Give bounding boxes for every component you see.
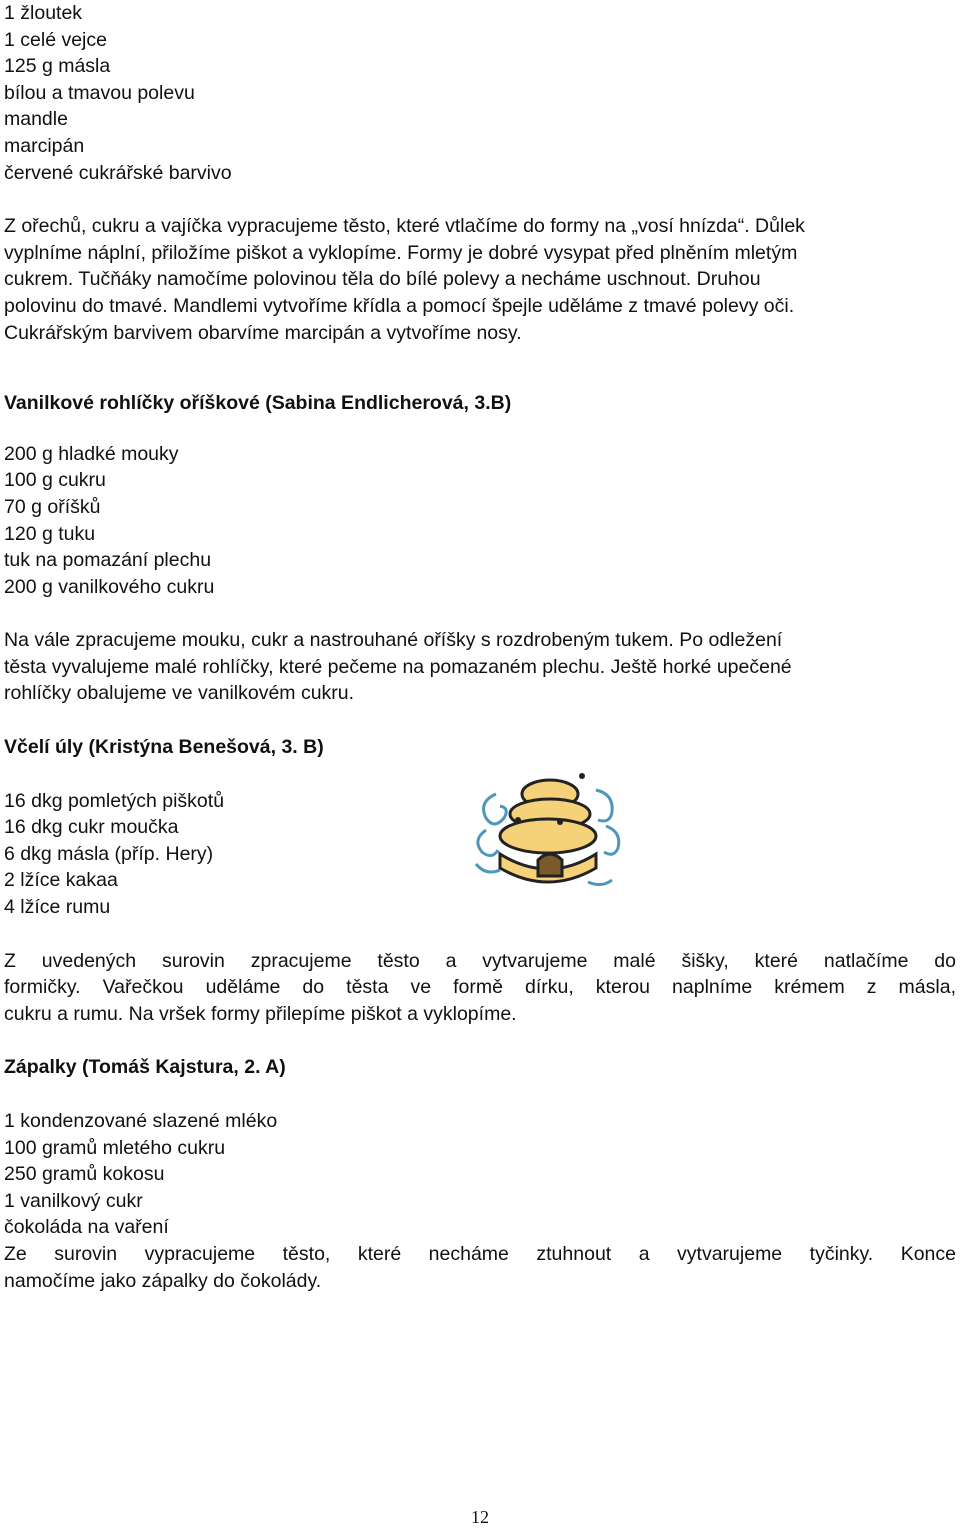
ingredient-line: 16 dkg pomletých piškotů [4, 789, 225, 812]
ingredient-line: 100 g cukru [4, 469, 106, 492]
recipe2-title: Vanilkové rohlíčky oříškové (Sabina Endlicherová, 3.B) [4, 392, 512, 415]
recipe3-instructions [4, 948, 956, 1028]
instruction-line: těsta vyvalujeme malé rohlíčky, které pečeme na pomazaném plechu. Ještě horké upečené [4, 655, 792, 678]
ingredient-line: 1 celé vejce [4, 28, 107, 51]
beehive-icon [470, 764, 626, 904]
ingredient-line: červené cukrářské barvivo [4, 161, 232, 184]
instruction-line: namočíme jako zápalky do čokolády. [4, 1269, 322, 1292]
instruction-line: formičky. Vařečkou uděláme do těsta ve formě dírku, kterou naplníme krémem z másla, [4, 976, 956, 999]
recipe3-ingredients [4, 788, 956, 921]
instruction-line: Cukrářským barvivem obarvíme marcipán a vytvoříme nosy. [4, 321, 522, 344]
page-number: 12 [471, 1507, 489, 1527]
recipe2-instructions [4, 627, 956, 707]
recipe3-title: Včelí úly (Kristýna Benešová, 3. B) [4, 736, 324, 759]
instruction-line: cukru a rumu. Na vršek formy přilepíme piškot a vyklopíme. [4, 1002, 517, 1025]
ingredient-line: mandle [4, 108, 68, 131]
ingredient-line: 200 g hladké mouky [4, 442, 179, 465]
ingredient-line: 1 kondenzované slazené mléko [4, 1110, 278, 1132]
recipe1-instructions [4, 213, 956, 346]
document-page [4, 0, 956, 1294]
ingredient-line: 4 lžíce rumu [4, 896, 111, 919]
ingredient-line: bílou a tmavou polevu [4, 81, 195, 104]
ingredient-line: 100 gramů mletého cukru [4, 1136, 226, 1159]
ingredient-line: marcipán [4, 134, 85, 157]
ingredient-line: 1 žloutek [4, 2, 83, 24]
recipe2-ingredients [4, 441, 956, 601]
ingredient-line: 120 g tuku [4, 522, 96, 545]
recipe4-instructions [4, 1241, 956, 1294]
recipe4-ingredients [4, 1108, 956, 1241]
instruction-line: Z uvedených surovin zpracujeme těsto a vytvarujeme malé šišky, které natlačíme do [4, 949, 956, 972]
instruction-line: Na vále zpracujeme mouku, cukr a nastrouhané oříšky s rozdrobeným tukem. Po odležení [4, 629, 783, 652]
instruction-line: Ze surovin vypracujeme těsto, které necháme ztuhnout a vytvarujeme tyčinky. Konce [4, 1242, 956, 1265]
ingredient-line: 1 vanilkový cukr [4, 1189, 143, 1212]
ingredient-line: 250 gramů kokosu [4, 1163, 165, 1186]
ingredient-line: čokoláda na vaření [4, 1216, 169, 1239]
ingredient-line: tuk na pomazání plechu [4, 549, 212, 572]
instruction-line: Z ořechů, cukru a vajíčka vypracujeme těsto, které vtlačíme do formy na „vosí hnízda“. Důlek [4, 215, 805, 238]
ingredient-line: 16 dkg cukr moučka [4, 816, 179, 839]
ingredient-line: 200 g vanilkového cukru [4, 575, 215, 598]
ingredient-line: 70 g oříšků [4, 495, 101, 518]
instruction-line: rohlíčky obalujeme ve vanilkovém cukru. [4, 682, 355, 705]
instruction-line: cukrem. Tučňáky namočíme polovinou těla do bílé polevy a necháme uschnout. Druhou [4, 268, 761, 291]
recipe1-ingredients [4, 0, 956, 186]
recipe4-title: Zápalky (Tomáš Kajstura, 2. A) [4, 1056, 286, 1079]
ingredient-line: 6 dkg másla (příp. Hery) [4, 842, 214, 865]
instruction-line: polovinu do tmavé. Mandlemi vytvoříme křídla a pomocí špejle uděláme z tmavé polevy oči. [4, 294, 795, 317]
instruction-line: vyplníme náplní, přiložíme piškot a vyklopíme. Formy je dobré vysypat před plněním mletým [4, 241, 798, 264]
ingredient-line: 2 lžíce kakaa [4, 869, 118, 892]
ingredient-line: 125 g másla [4, 55, 111, 78]
